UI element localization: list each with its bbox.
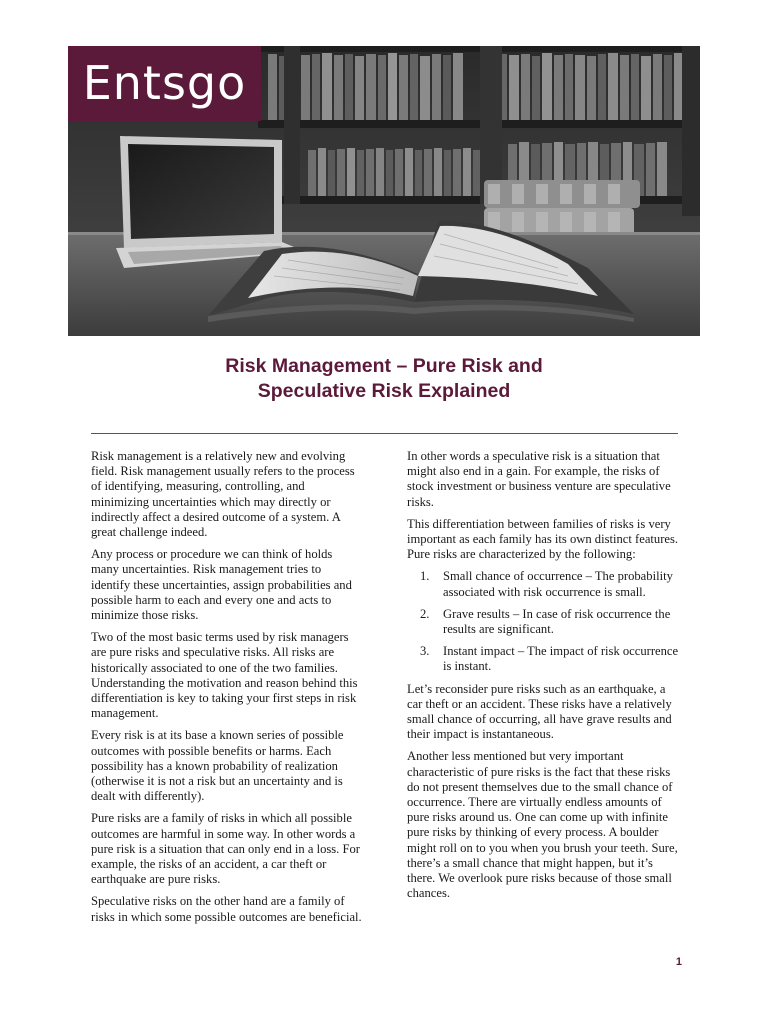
list-item <box>407 569 679 599</box>
characteristics-list <box>407 569 679 674</box>
list-item <box>407 607 679 637</box>
title-divider <box>91 433 678 434</box>
list-number: 2. <box>420 606 430 621</box>
paragraph: Risk management is a relatively new and evolving field. Risk management usually refers to the process of identifying, measuring, controlling, and minimizing uncertainties which may directly or indirectly affect a desired outcome of a system. A great challenge indeed. <box>91 449 355 540</box>
title-line-1: Risk Management – Pure Risk and <box>225 355 543 377</box>
list-item <box>407 644 679 674</box>
brand-logo <box>68 46 261 121</box>
title-line-2: Speculative Risk Explained <box>257 380 511 402</box>
paragraph: Two of the most basic terms used by risk managers are pure risks and speculative risks. All risks are historically associated to one of the two families. Understanding the motivation and reason behind this differentiation is key to taking your first steps in risk management. <box>91 630 358 721</box>
laptop <box>116 136 306 268</box>
page-title <box>68 354 700 404</box>
list-text: Grave results – In case of risk occurrence the results are significant. <box>443 606 671 637</box>
list-text: Small chance of occurrence – The probability associated with risk occurrence is small. <box>443 569 673 599</box>
list-text: Instant impact – The impact of risk occurrence is instant. <box>443 644 679 674</box>
list-number: 1. <box>420 569 430 584</box>
paragraph: Let’s reconsider pure risks such as an earthquake, a car theft or an accident. These risks have a relatively small chance of occurring, all have grave results and their impact is instantaneous. <box>407 681 672 742</box>
paragraph: Every risk is at its base a known series of possible outcomes with possible benefits or harms. Each possibility has a known probability of realization (otherwise it is not a risk but an uncertainty and is dealt with differently). <box>91 728 344 804</box>
list-number: 3. <box>420 644 430 659</box>
page-number: 1 <box>675 956 682 968</box>
paragraph: Another less mentioned but very important characteristic of pure risks is the fact that these risks do not present themselves due to the small chance of occurrence. There are virtually endless amounts of pure risks around us. One can come up with infinite pure risks by thinking of every process. A boulder might roll on to you when you brush your teeth. Sure, there’s a small chance that might happen, but it’s there. We overlook pure risks because of those small chances. <box>407 749 678 901</box>
paragraph: In other words a speculative risk is a situation that might also end in a gain. For example, the risks of stock investment or business venture are speculative risks. <box>407 449 671 509</box>
paragraph: Speculative risks on the other hand are a family of risks in which some possible outcomes are beneficial. <box>91 894 362 924</box>
brand-name: Entsgo <box>82 55 247 110</box>
paragraph: This differentiation between families of risks is very important as each family has its own distinct features. Pure risks are characterized by the following: <box>407 516 679 562</box>
right-column <box>407 449 679 908</box>
paragraph: Any process or procedure we can think of holds many uncertainties. Risk management tries to identify these uncertainties, assign probabilities and possible harm to each and every one and acts to minimize those risks. <box>91 547 352 623</box>
paragraph: Pure risks are a family of risks in which all possible outcomes are harmful in some way. In other words a pure risk is a situation that can only end in a loss. For example, the risks of an accident, a car theft or earthquake are pure risks. <box>91 811 360 887</box>
left-column <box>91 449 363 932</box>
